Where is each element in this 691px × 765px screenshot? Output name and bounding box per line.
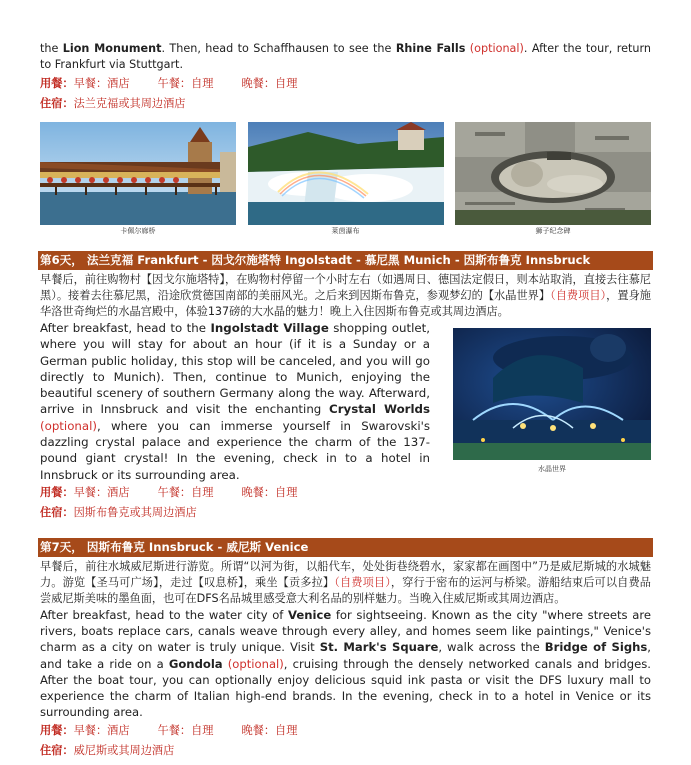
stay-label: 住宿： xyxy=(40,505,74,519)
lion-monument-text: Lion Monument xyxy=(62,42,162,55)
day7-en-paragraph xyxy=(40,607,651,720)
day6-cn-text: ，置身施华洛世奇绚烂的水晶宫殿中，体验137磅的大水晶的魅力！晚上入住因斯布鲁克或其周边酒店。 xyxy=(40,289,651,318)
chapel-bridge-photo xyxy=(40,122,236,225)
day6-en-text: shopping outlet, where you will stay for about an hour (if it is a Sunday or a German public holiday, this stop will be canceled, and you will go directly to Munich). Then, continue to Munich, enjoying the beautiful scenery of southern Germany along the way. Afterward, arrive in Innsbruck and visit the enchanting xyxy=(40,321,430,417)
day5-meals xyxy=(40,76,651,92)
day6-en-paragraph xyxy=(40,320,430,483)
stay-value: 法兰克福或其周边酒店 xyxy=(73,97,186,110)
optional-tag: （自费项目） xyxy=(334,575,391,589)
ingolstadt-village-text: Ingolstadt Village xyxy=(210,321,329,335)
stay-value: 威尼斯或其周边酒店 xyxy=(73,744,175,758)
crystal-worlds-text: Crystal Worlds xyxy=(329,402,431,417)
breakfast-info: 早餐：酒店 xyxy=(73,77,130,90)
dinner-info: 晚餐：自理 xyxy=(241,485,298,499)
day6-cn-text: 早餐后，前往购物村【因戈尔施塔特】，在购物村停留一个小时左右（如遇周日、德国法定假日，则本站取消，直接去往慕尼黑）。接着去往慕尼黑，沿途欣赏德国南部的美丽风光。之后来到因斯布鲁克，参观梦幻的【水晶世界】 xyxy=(40,273,651,302)
intro-text: the xyxy=(40,42,63,55)
rhine-falls-text: Rhine Falls xyxy=(395,42,466,55)
stay-label: 住宿： xyxy=(40,744,74,758)
stay-value: 因斯布鲁克或其周边酒店 xyxy=(73,505,197,519)
venice-text: Venice xyxy=(288,607,332,622)
day6-cn-paragraph xyxy=(40,272,651,320)
day7-en-text: for sightseeing. Known as the city "where streets are rivers, boats replace cars, canals weave through every alley, and homes seem like paintings," Venice's charm as a city on water is truly unique. Visit xyxy=(40,607,651,655)
bridge-of-sighs-text: Bridge of Sighs xyxy=(544,640,648,655)
photo-caption: 狮子纪念碑 xyxy=(535,227,571,235)
photo-caption: 卡佩尔廊桥 xyxy=(120,227,156,235)
photo-card xyxy=(248,122,444,236)
day6-header: 第6天， 法兰克福 Frankfurt - 因戈尔施塔特 Ingolstadt - 慕尼黑 Munich - 因斯布鲁克 Innsbruck xyxy=(38,251,653,270)
meals-label: 用餐： xyxy=(40,77,74,90)
day6-meals xyxy=(40,485,651,501)
day7-meals xyxy=(40,723,651,739)
photo-caption: 莱茵瀑布 xyxy=(331,227,360,235)
day7-en-text: , walk across the xyxy=(438,640,545,655)
photo-card xyxy=(40,122,236,236)
dinner-info: 晚餐：自理 xyxy=(241,724,298,738)
day6-stay xyxy=(40,505,651,521)
meals-label: 用餐： xyxy=(40,724,74,738)
dinner-info: 晚餐：自理 xyxy=(241,77,298,90)
day5-stay xyxy=(40,96,651,112)
day7-cn-paragraph xyxy=(40,559,651,607)
gondola-text: Gondola xyxy=(168,656,223,671)
day7-en-text: , and take a ride on a xyxy=(40,640,651,671)
day6-en-text: After breakfast, head to the xyxy=(40,321,211,335)
day7-cn-text: 早餐后，前往水城威尼斯进行游览。所谓“以河为街，以船代车，处处街巷绕碧水，家家都在画图中”乃是威尼斯城的水城魅力。游览【圣马可广场】，走过【叹息桥】，乘坐【贡多拉】 xyxy=(40,559,651,589)
intro-text: . After the tour, return to Frankfurt via Stuttgart. xyxy=(40,42,651,71)
intro-paragraph xyxy=(40,0,651,73)
photo-strip xyxy=(40,122,651,236)
intro-text: . Then, head to Schaffhausen to see the xyxy=(161,42,396,55)
day7-en-text: After breakfast, head to the water city of xyxy=(40,607,289,622)
day7-stay xyxy=(40,743,651,759)
day7-cn-text: ，穿行于密布的运河与桥梁。游船结束后可以自费品尝威尼斯美味的墨鱼面，也可在DFS名品城里感受意大利名品的别样魅力。当晚入住威尼斯或其周边酒店。 xyxy=(40,575,651,605)
photo-card xyxy=(455,122,651,236)
day7-header: 第7天， 因斯布鲁克 Innsbruck - 威尼斯 Venice xyxy=(38,538,653,557)
optional-tag: (optional) xyxy=(40,418,98,433)
day6-en-text: , where you can immerse yourself in Swarovski's dazzling crystal palace and experience the charm of the 137-pound giant crystal! In the evening, check in to a hotel in Innsbruck or its surrounding area. xyxy=(40,418,430,482)
day6-en-block xyxy=(40,320,651,483)
lunch-info: 午餐：自理 xyxy=(157,724,214,738)
day7-en-text: , cruising through the densely networked canals and bridges. After the boat tour, you can optionally enjoy delicious squid ink pasta or visit the DFS luxury mall to experience the charm of Italian high-end brands. In the evening, check in to a hotel in Venice or its surrounding area. xyxy=(40,656,651,720)
optional-tag: （自费项目） xyxy=(550,289,607,302)
optional-tag: (optional) xyxy=(465,42,524,55)
rhine-falls-photo xyxy=(248,122,444,225)
breakfast-info: 早餐：酒店 xyxy=(73,485,130,499)
lunch-info: 午餐：自理 xyxy=(157,77,214,90)
lion-monument-photo xyxy=(455,122,651,225)
lunch-info: 午餐：自理 xyxy=(157,485,214,499)
crystal-worlds-photo xyxy=(453,328,651,460)
optional-tag: (optional) xyxy=(222,656,284,671)
st-marks-square-text: St. Mark's Square xyxy=(319,640,439,655)
photo-caption: 水晶世界 xyxy=(538,465,566,473)
breakfast-info: 早餐：酒店 xyxy=(73,724,130,738)
meals-label: 用餐： xyxy=(40,485,74,499)
stay-label: 住宿： xyxy=(40,97,74,110)
crystal-worlds-photo-card xyxy=(453,328,651,474)
